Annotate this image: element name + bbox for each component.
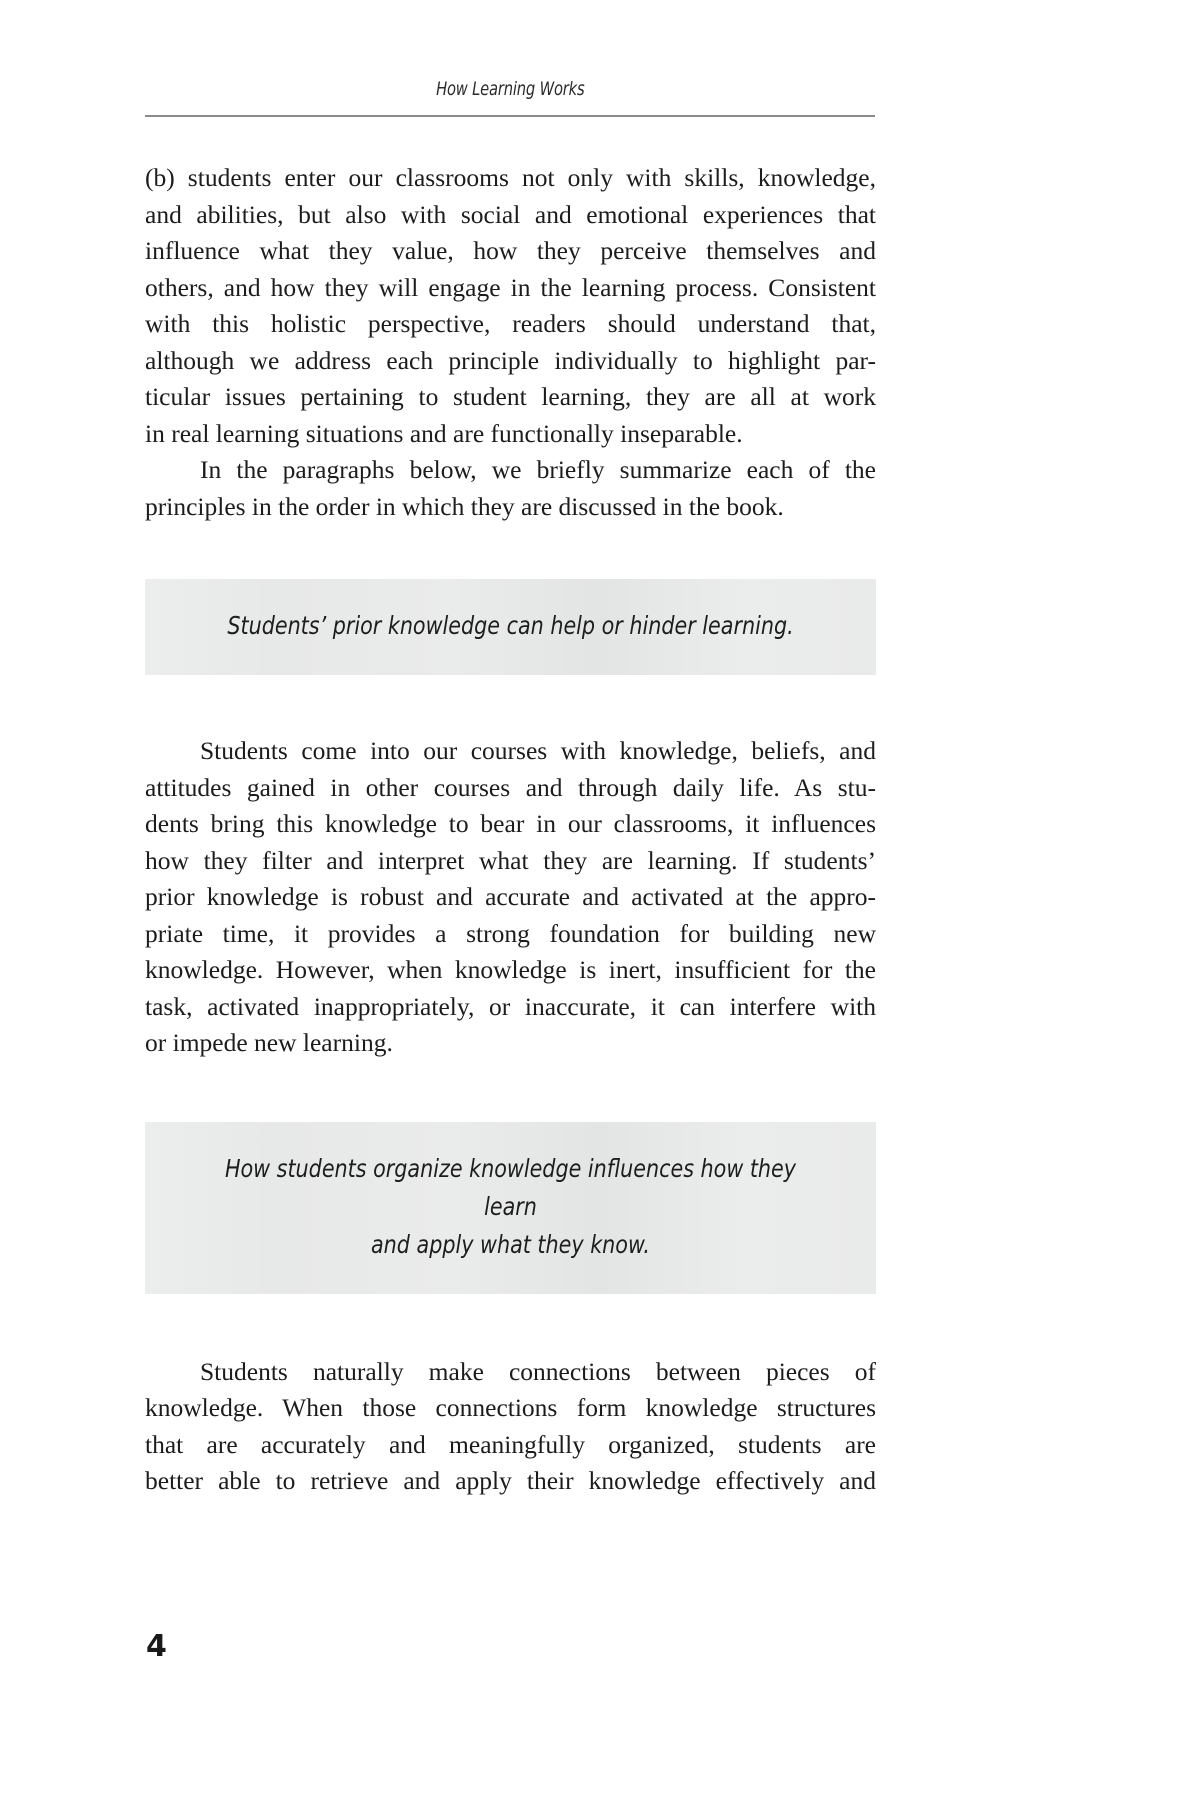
text-line: Students come into our courses with knowledge, beliefs, and xyxy=(200,736,876,765)
text-line: knowledge. When those connections form knowledge structures xyxy=(145,1393,876,1422)
text-line: dents bring this knowledge to bear in our classrooms, it influences xyxy=(145,809,876,838)
text-line: and abilities, but also with social and emotional experiences that xyxy=(145,199,876,229)
header-rule xyxy=(145,115,875,117)
spacer xyxy=(145,1062,876,1122)
text-line: knowledge. However, when knowledge is inert, insufficient for the xyxy=(145,955,876,984)
text-line: that are accurately and meaningfully organized, students are xyxy=(145,1429,876,1459)
text-line: ticular issues pertaining to student learning, they are all at work xyxy=(145,382,876,411)
text-line: Students naturally make connections between pieces of xyxy=(200,1356,876,1386)
text-line: (b) students enter our classrooms not only with skills, knowledge, xyxy=(145,163,876,192)
running-head xyxy=(145,78,875,100)
paragraph-prior-knowledge xyxy=(145,733,876,1062)
text-line: principles in the order in which they are discussed in the book. xyxy=(145,491,784,521)
spacer xyxy=(145,1294,876,1354)
principle-callout-prior-knowledge xyxy=(145,579,876,675)
text-line: prior knowledge is robust and accurate and activated at the appro- xyxy=(145,882,876,911)
text-line: others, and how they will engage in the learning process. Consistent xyxy=(145,272,876,302)
text-line: how they filter and interpret what they are learning. If students’ xyxy=(145,845,876,875)
text-line: better able to retrieve and apply their knowledge effectively and xyxy=(145,1466,876,1495)
text-line: influence what they value, how they perceive themselves and xyxy=(145,236,876,265)
paragraph-continuation xyxy=(145,160,876,452)
paragraph-knowledge-organization xyxy=(145,1354,876,1500)
text-line: although we address each principle individually to highlight par- xyxy=(145,345,876,375)
text-line: with this holistic perspective, readers should understand that, xyxy=(145,309,876,338)
text-line: attitudes gained in other courses and through daily life. As stu- xyxy=(145,772,876,802)
text-line: task, activated inappropriately, or inaccurate, it can interfere with xyxy=(145,991,876,1021)
principle-callout-line: How students organize knowledge influences how they learn xyxy=(224,1153,797,1221)
text-line: priate time, it provides a strong foundation for building new xyxy=(145,918,876,948)
page-number: 4 xyxy=(146,1629,167,1664)
text-line: in real learning situations and are functionally inseparable. xyxy=(145,418,743,448)
text-line: or impede new learning. xyxy=(145,1028,393,1057)
spacer xyxy=(145,525,876,579)
running-head-title: How Learning Works xyxy=(435,78,585,100)
principle-callout-knowledge-organization xyxy=(145,1122,876,1294)
principle-callout-line: and apply what they know. xyxy=(371,1229,650,1259)
text-column xyxy=(145,160,876,1500)
paragraph-summary-intro xyxy=(145,452,876,525)
text-line: In the paragraphs below, we briefly summarize each of the xyxy=(200,455,876,484)
principle-callout-line: Students’ prior knowledge can help or hinder learning. xyxy=(227,611,794,640)
spacer xyxy=(145,675,876,733)
